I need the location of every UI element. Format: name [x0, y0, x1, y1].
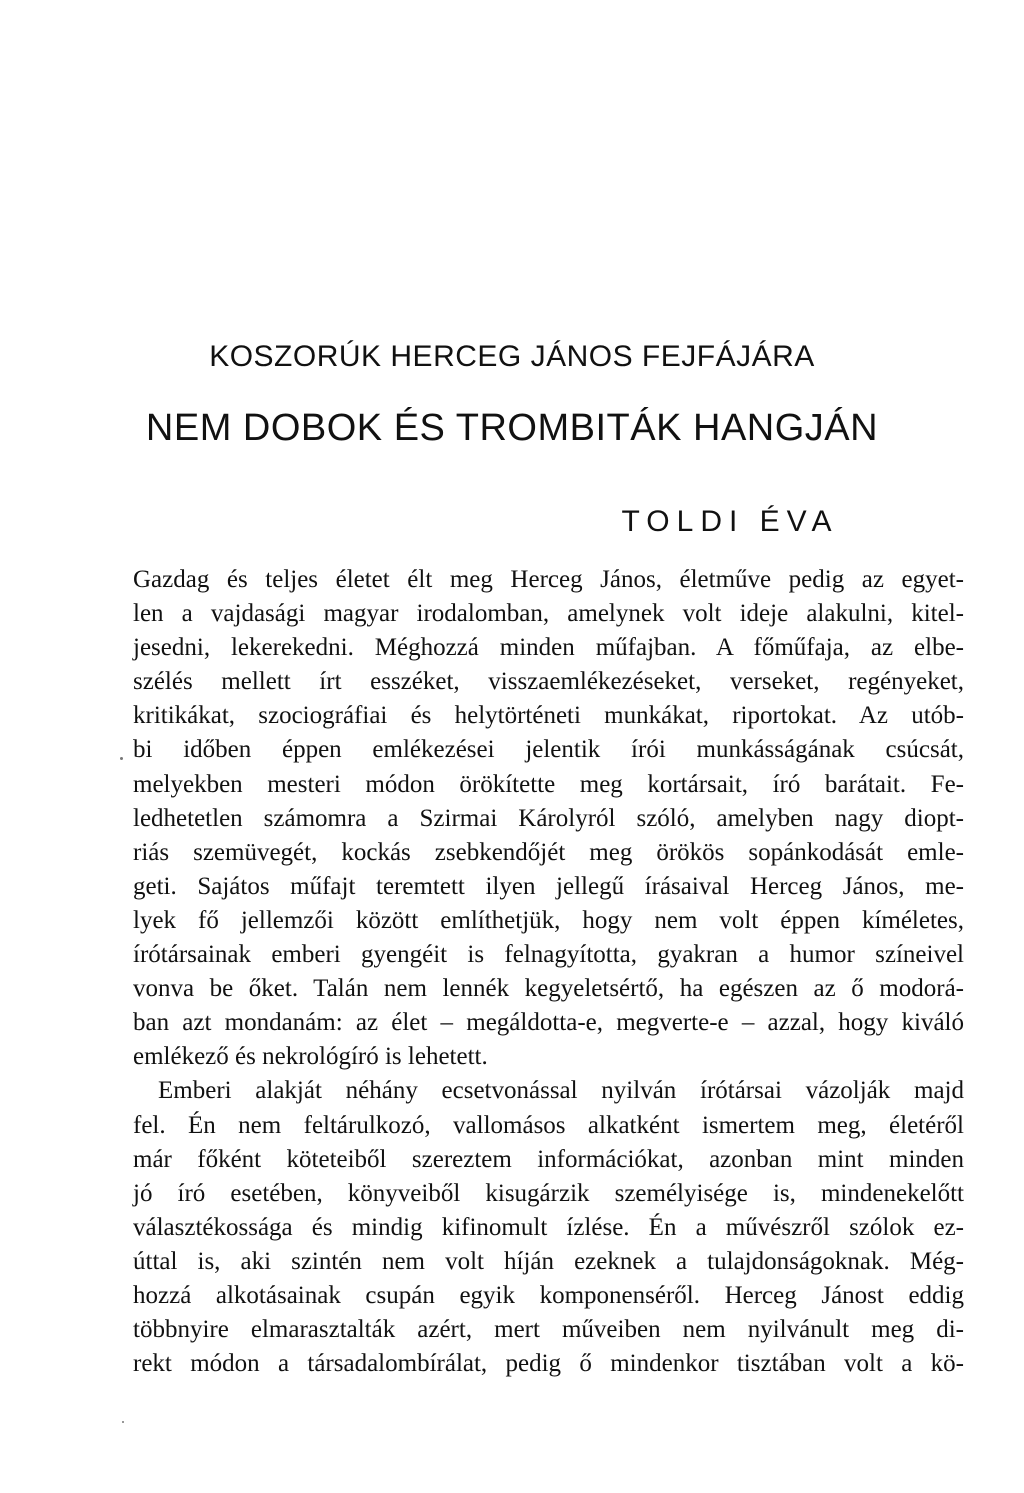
paragraph: [133, 1074, 964, 1381]
article-title: NEM DOBOK ÉS TROMBITÁK HANGJÁN: [145, 407, 879, 449]
text-line: többnyire elmarasztalták azért, mert műveiben nem nyilvánult meg di-: [133, 1316, 964, 1344]
print-speck: [120, 757, 123, 760]
text-line: geti. Sajátos műfajt teremtett ilyen jellegű írásaival Herceg János, me-: [133, 872, 964, 900]
text-line: rekt módon a társadalombírálat, pedig ő mindenkor tisztában volt a kö-: [133, 1350, 964, 1378]
text-line: kritikákat, szociográfiai és helytörténeti munkákat, riportokat. Az utób-: [133, 702, 964, 730]
text-line: már főként köteteiből szereztem információkat, azonban mint minden: [133, 1145, 964, 1173]
text-line: szélés mellett írt esszéket, visszaemlékezéseket, verseket, regényeket,: [133, 668, 964, 696]
text-line: ledhetetlen számomra a Szirmai Károlyról szóló, amelyben nagy diopt-: [133, 804, 964, 832]
text-line: írótársainak emberi gyengéit is felnagyította, gyakran a humor színeivel: [133, 941, 964, 969]
text-line: jesedni, lekerekedni. Méghozzá minden műfajban. A főműfaja, az elbe-: [133, 634, 964, 662]
author-name: TOLDI ÉVA: [621, 505, 839, 538]
text-line: választékossága és mindig kifinomult ízlése. Én a művészről szólok ez-: [133, 1213, 964, 1241]
article-body: [133, 563, 964, 1381]
text-line: emlékező és nekrológíró is lehetett.: [133, 1043, 488, 1071]
text-line: jó író esetében, könyveiből kisugárzik személyisége is, mindenekelőtt: [133, 1179, 964, 1207]
text-line: Gazdag és teljes életet élt meg Herceg János, életműve pedig az egyet-: [133, 566, 964, 593]
text-line: ban azt mondanám: az élet – megáldotta-e, megverte-e – azzal, hogy kiváló: [133, 1009, 964, 1037]
text-line: vonva be őket. Talán nem lennék kegyeletsértő, ha egészen az ő modorá-: [133, 975, 964, 1003]
text-line: riás szemüvegét, kockás zsebkendőjét meg örökös sopánkodását emle-: [133, 838, 964, 866]
text-line: Emberi alakját néhány ecsetvonással nyilván írótársai vázolják majd: [158, 1077, 964, 1105]
text-line: hozzá alkotásainak csupán egyik komponenséről. Herceg Jánost eddig: [133, 1281, 964, 1309]
series-title: KOSZORÚK HERCEG JÁNOS FEJFÁJÁRA: [209, 340, 815, 373]
print-speck: [122, 1421, 124, 1423]
text-line: len a vajdasági magyar irodalomban, amelynek volt ideje alakulni, kitel-: [133, 600, 964, 628]
text-line: melyekben mesteri módon örökítette meg kortársait, író barátait. Fe-: [133, 770, 964, 798]
text-line: úttal is, aki szintén nem volt híján ezeknek a tulajdonságoknak. Még-: [133, 1247, 964, 1275]
text-line: fel. Én nem feltárulkozó, vallomásos alkatként ismertem meg, életéről: [133, 1111, 964, 1139]
text-line: lyek fő jellemzői között említhetjük, hogy nem volt éppen kíméletes,: [133, 906, 964, 934]
paragraph: [133, 563, 964, 1074]
text-line: bi időben éppen emlékezései jelentik írói munkásságának csúcsát,: [133, 736, 964, 764]
